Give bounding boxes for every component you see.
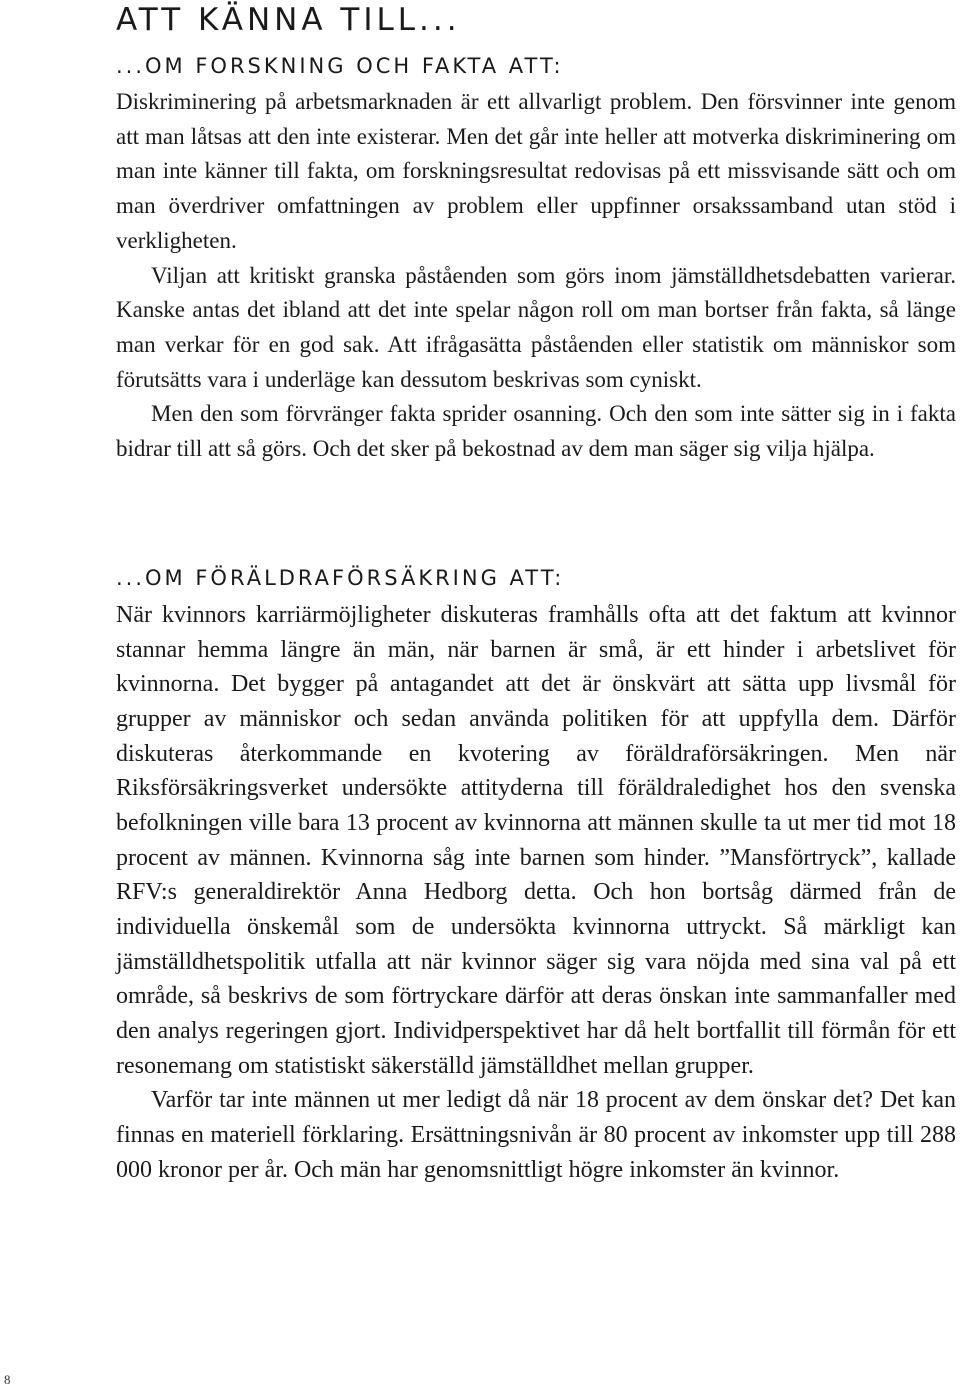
paragraph: Men den som förvränger fakta sprider osanning. Och den som inte sätter sig in i fakta bidrar till att så görs. Och det sker på bekostnad av dem man säger sig vilja hjälpa. — [116, 401, 956, 462]
paragraph: Varför tar inte männen ut mer ledigt då när 18 procent av dem önskar det? Det kan finnas en materiell förklaring. Ersättningsnivån är 80 procent av inkomster upp till 288 000 kronor per år. Och män har genomsnittligt högre inkomster än kvinnor. — [116, 1087, 956, 1183]
paragraph: Viljan att kritiskt granska påståenden som görs inom jämställdhetsdebatten varierar. Kanske antas det ibland att det inte spelar någon roll om man bortser från fakta, så länge man verkar för en god sak. Att ifrågasätta påståenden eller statistik om människor som förutsätts vara i underläge kan dessutom beskrivas som cyniskt. — [116, 262, 956, 392]
paragraph: När kvinnors karriärmöjligheter diskuteras framhålls ofta att det faktum att kvinnor stannar hemma längre än män, när barnen är små, är ett hinder i arbetslivet för kvinnorna. Det bygger på antagandet att det är önskvärt att sätta upp livsmål för grupper av människor och sedan använda politiken för att uppfylla dem. Därför diskuteras återkommande en kvotering av föräldraförsäkringen. Men när Riksförsäkringsverket undersökte attityderna till föräldraledighet hos den svenska befolkningen ville bara 13 procent av kvinnorna att männen skulle ta ut mer tid mot 18 procent av männen. Kvinnorna såg inte barnen som hinder. ”Mansförtryck”, kallade RFV:s generaldirektör Anna Hedborg detta. Och hon bortsåg därmed från de individuella önskemål som de undersökta kvinnorna uttryckt. Så märkligt kan jämställdhetspolitik utfalla att när kvinnor säger sig vara nöjda med sina val på ett område, så beskrivs de som förtryckare därför att deras önskan inte sammanfaller med den analys regeringen gjort. Individperspektivet har då helt bortfallit till förmån för ett resonemang om statistiskt säkerställd jämställdhet mellan grupper. — [116, 602, 956, 1079]
page-number: 8 — [4, 1372, 11, 1387]
section-heading-parental-insurance: ...OM FÖRÄLDRAFÖRSÄKRING ATT: — [116, 566, 565, 590]
section-heading-research: ...OM FORSKNING OCH FAKTA ATT: — [116, 54, 564, 78]
section-parental-insurance — [116, 598, 956, 1187]
section-research — [116, 85, 956, 467]
page-heading: ATT KÄNNA TILL... — [116, 2, 461, 38]
paragraph: Diskriminering på arbetsmarknaden är ett allvarligt problem. Den försvinner inte genom att man låtsas att den inte existerar. Men det går inte heller att motverka diskriminering om man inte känner till fakta, om forskningsresultat redovisas på ett missvisande sätt och om man överdriver omfattningen av problem eller uppfinner orsakssamband utan stöd i verkligheten. — [116, 89, 956, 253]
